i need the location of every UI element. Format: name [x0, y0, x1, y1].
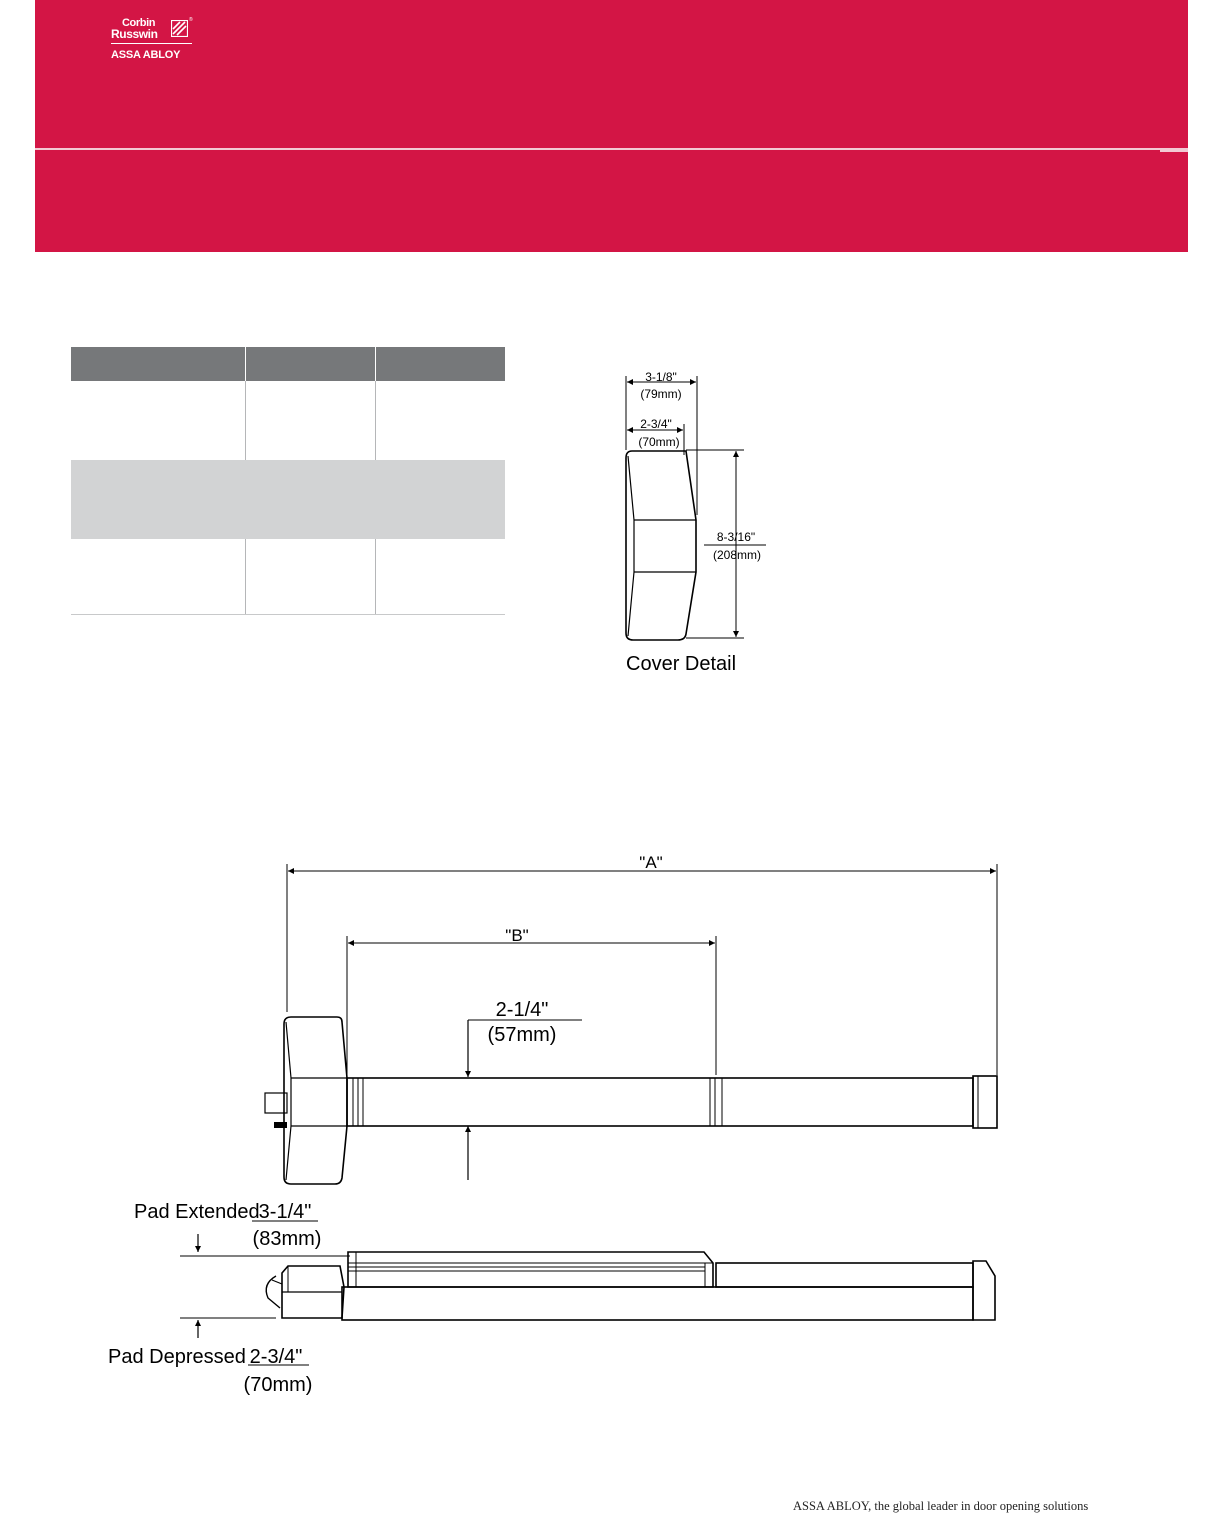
- pad-depressed-mm: (70mm): [243, 1374, 313, 1396]
- side-touch-pad: [348, 1252, 713, 1287]
- side-mounting-rail: [342, 1287, 973, 1320]
- cover-height-label: 8-3/16": [716, 530, 756, 544]
- pad-extended-label: Pad Extended: [134, 1201, 260, 1223]
- dim-b-label: "B": [505, 926, 529, 945]
- outer-width-mm-label: (79mm): [640, 387, 682, 401]
- cover-detail-drawing: [626, 376, 766, 640]
- bar-height-mm-label: (57mm): [487, 1024, 557, 1046]
- cover-detail-caption: Cover Detail: [626, 653, 737, 675]
- pad-depressed-value: 2-3/4": [249, 1346, 303, 1368]
- bar-height-label: 2-1/4": [495, 999, 549, 1021]
- pad-depressed-label: Pad Depressed: [108, 1346, 246, 1368]
- pad-extended-mm: (83mm): [252, 1228, 322, 1250]
- logo-line-1: Corbin: [122, 17, 156, 29]
- elevation-cover: [284, 1017, 347, 1184]
- push-bar: [347, 1078, 973, 1126]
- inner-width-label: 2-3/4": [640, 417, 672, 431]
- elevation-drawing: [265, 864, 997, 1184]
- cover-outline: [626, 451, 696, 640]
- logo-line-3: ASSA ABLOY: [111, 49, 181, 61]
- logo-line-2: Russwin: [111, 27, 158, 41]
- pad-extended-value: 3-1/4": [258, 1201, 312, 1223]
- outer-width-label: 3-1/8": [645, 370, 677, 384]
- dim-a-label: "A": [639, 853, 663, 872]
- footer-tagline: ASSA ABLOY, the global leader in door opening solutions: [793, 1499, 1089, 1513]
- bar-end-cap: [973, 1076, 997, 1128]
- cover-height-mm-label: (208mm): [712, 548, 762, 562]
- inner-width-mm-label: (70mm): [638, 435, 680, 449]
- registered-mark: ®: [189, 17, 193, 23]
- side-end-cap: [973, 1261, 995, 1320]
